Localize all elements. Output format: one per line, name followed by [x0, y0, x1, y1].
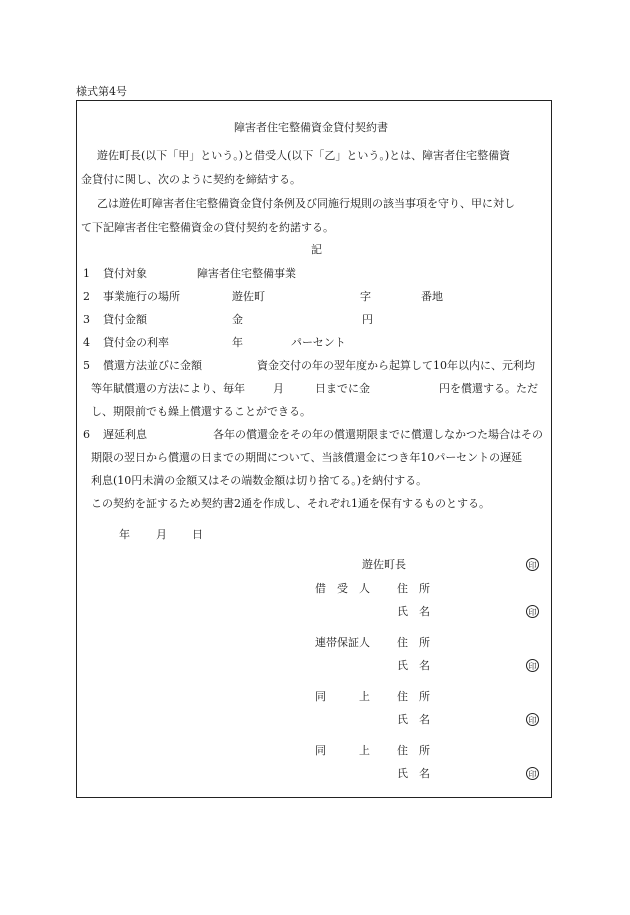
- same-2-address-label: 住 所: [397, 744, 430, 757]
- preamble-line-1: 遊佐町長(以下「甲」という。)と借受人(以下「乙」という。)とは、障害者住宅整備資: [97, 149, 511, 162]
- item-2-town: 遊佐町: [232, 290, 265, 303]
- borrower-name-label: 氏 名: [397, 605, 430, 618]
- same-above-label-1: 同 上: [315, 690, 370, 703]
- same-1-name-label: 氏 名: [397, 713, 430, 726]
- item-4-number: 4: [83, 336, 90, 349]
- seal-borrower: 印: [526, 605, 539, 618]
- mayor-label: 遊佐町長: [362, 558, 406, 571]
- item-1-value: 障害者住宅整備事業: [197, 267, 296, 280]
- item-6-line-2: 期限の翌日から償還の日までの期間について、当該償還金につき年10パーセントの遅延: [91, 451, 523, 464]
- preamble-line-2: 金貸付に関し、次のように契約を締結する。: [81, 173, 301, 186]
- item-5-line-2b: 月: [273, 382, 284, 395]
- item-4-percent: パーセント: [291, 336, 346, 349]
- guarantor-name-label: 氏 名: [397, 659, 430, 672]
- item-3-yen: 円: [362, 313, 373, 326]
- item-3-number: 3: [83, 313, 90, 326]
- item-3-label: 貸付金額: [103, 313, 147, 326]
- item-5-line-1: 資金交付の年の翌年度から起算して10年以内に、元利均: [257, 359, 535, 372]
- seal-same-1: 印: [526, 713, 539, 726]
- item-6-number: 6: [83, 428, 90, 441]
- borrower-address-label: 住 所: [397, 582, 430, 595]
- guarantor-label: 連帯保証人: [315, 636, 370, 649]
- preamble-line-4: て下記障害者住宅整備資金の貸付契約を約諾する。: [81, 221, 334, 234]
- seal-same-2: 印: [526, 767, 539, 780]
- date-year: 年: [119, 528, 130, 541]
- contract-frame: [76, 100, 552, 798]
- date-month: 月: [156, 528, 167, 541]
- same-above-label-2: 同 上: [315, 744, 370, 757]
- item-4-label: 貸付金の利率: [103, 336, 169, 349]
- item-5-label: 償還方法並びに金額: [103, 359, 202, 372]
- item-2-label: 事業施行の場所: [103, 290, 180, 303]
- item-2-number: 2: [83, 290, 90, 303]
- same-2-name-label: 氏 名: [397, 767, 430, 780]
- guarantor-address-label: 住 所: [397, 636, 430, 649]
- same-1-address-label: 住 所: [397, 690, 430, 703]
- closing-sentence: この契約を証するため契約書2通を作成し、それぞれ1通を保有するものとする。: [91, 497, 490, 510]
- borrower-label: 借 受 人: [315, 582, 370, 595]
- date-day: 日: [192, 528, 203, 541]
- form-number: 様式第4号: [76, 85, 127, 98]
- item-4-nen: 年: [232, 336, 243, 349]
- item-1-label: 貸付対象: [103, 267, 147, 280]
- item-5-line-2c: 日までに金: [315, 382, 370, 395]
- item-1-number: 1: [83, 267, 90, 280]
- item-5-number: 5: [83, 359, 90, 372]
- item-5-line-2a: 等年賦償還の方法により、毎年: [91, 382, 245, 395]
- item-6-line-1: 各年の償還金をその年の償還期限までに償還しなかつた場合はその: [213, 428, 543, 441]
- preamble-line-3: 乙は遊佐町障害者住宅整備資金貸付条例及び同施行規則の該当事項を守り、甲に対し: [97, 197, 515, 210]
- seal-guarantor: 印: [526, 659, 539, 672]
- ki-heading: 記: [311, 243, 322, 256]
- item-2-aza: 字: [360, 290, 371, 303]
- item-5-line-2d: 円を償還する。ただ: [439, 382, 538, 395]
- item-3-kin: 金: [232, 313, 243, 326]
- document-title: 障害者住宅整備資金貸付契約書: [234, 121, 388, 134]
- item-5-line-3: し、期限前でも繰上償還することができる。: [91, 405, 311, 418]
- item-6-label: 遅延利息: [103, 428, 147, 441]
- item-6-line-3: 利息(10円未満の金額又はその端数金額は切り捨てる。)を納付する。: [91, 474, 428, 487]
- seal-mayor: 印: [526, 558, 539, 571]
- item-2-banchi: 番地: [421, 290, 443, 303]
